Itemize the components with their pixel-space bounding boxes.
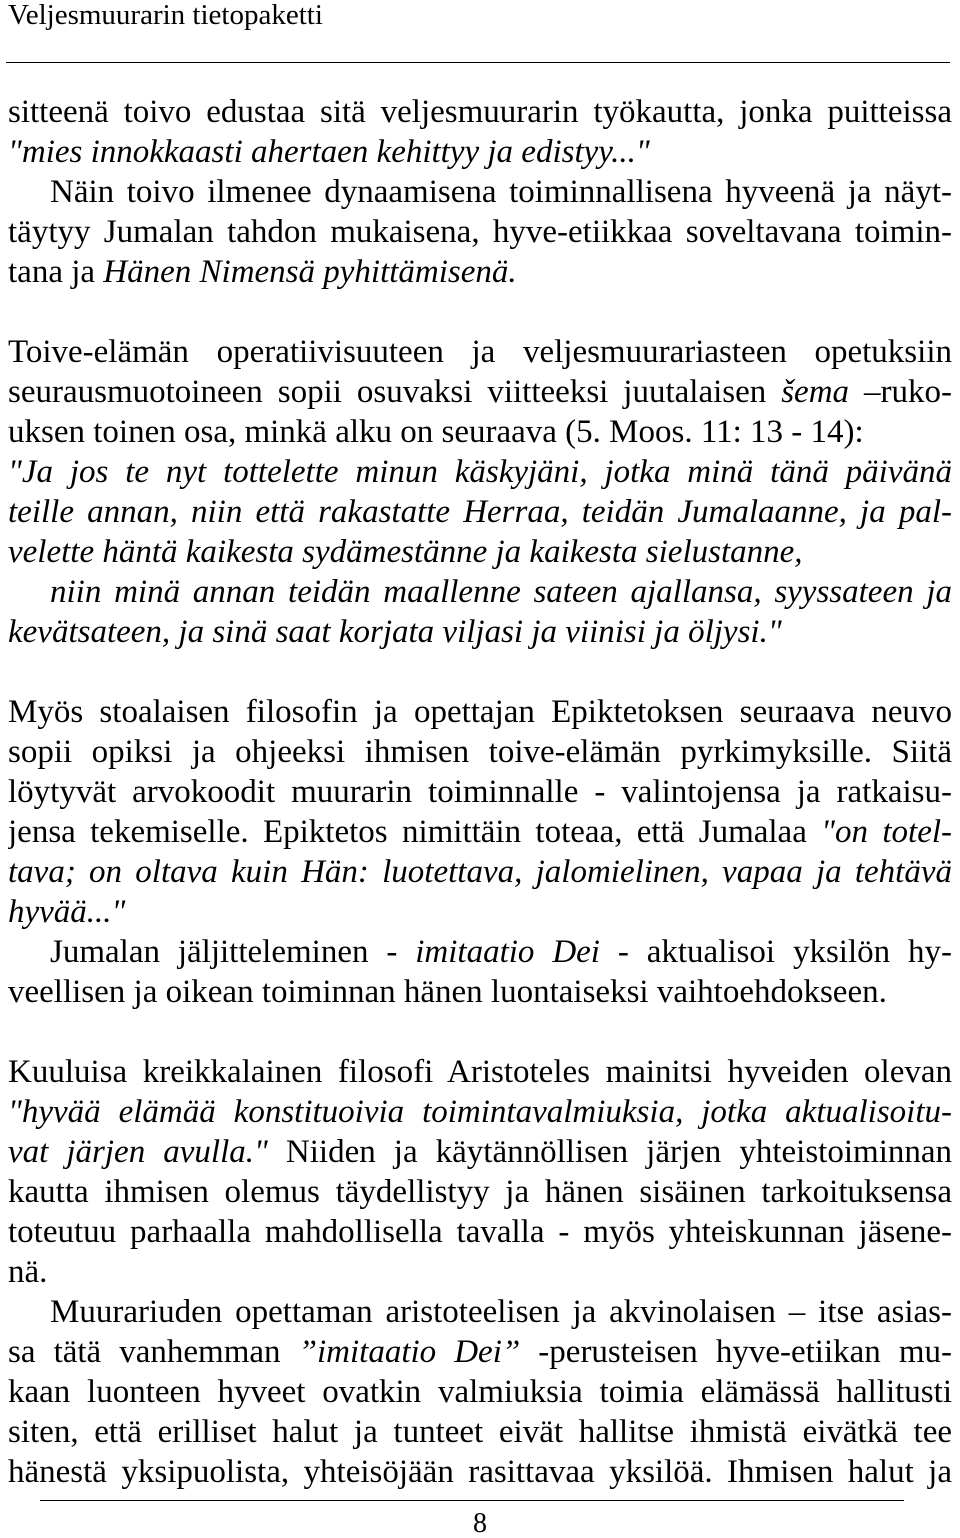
text-segment: -perusteisen hyve-etiikan mu- [520,1334,952,1370]
italic-text: "on totel- [821,814,952,850]
text-segment: Näin toivo ilmenee dynaamisena toiminnallisena hyveenä ja näyt- [50,174,952,210]
text-line [8,852,952,892]
text-segment: hänestä yksipuolista, yhteisöjään rasittavaa yksilöä. Ihmisen halut ja [8,1454,952,1490]
text-line [8,1412,952,1452]
text-line [8,132,952,172]
text-segment: Toive-elämän operatiivisuuteen ja veljesmuurariasteen opetuksiin [8,334,952,370]
text-line [8,572,952,612]
text-line [8,532,952,572]
paragraph [8,1052,952,1292]
text-segment: kaan luonteen hyveet ovatkin valmiuksia toimia elämässä hallitusti [8,1374,952,1410]
text-line [8,1332,952,1372]
paragraph [8,172,952,292]
text-segment: löytyvät arvokoodit muurarin toiminnalle - valintojensa ja ratkaisu- [8,774,952,810]
italic-text: Hänen Nimensä pyhittämisenä. [103,254,517,290]
footer-rule [40,1500,904,1501]
text-segment: siten, että erilliset halut ja tunteet eivät hallitse ihmistä eivätkä tee [8,1414,952,1450]
text-line [8,812,952,852]
text-segment: nä. [8,1254,48,1290]
text-line [8,212,952,252]
text-line [8,1252,952,1292]
text-line [8,252,952,292]
paragraph [8,932,952,1012]
italic-text: kevätsateen, ja sinä saat korjata viljasi ja viinisi ja öljysi." [8,614,782,650]
text-line [8,1052,952,1092]
text-line [8,1212,952,1252]
quotation [8,452,952,572]
text-segment: sa tätä vanhemman [8,1334,299,1370]
text-line [8,412,952,452]
text-line [8,612,952,652]
paragraph [8,332,952,452]
text-line [8,92,952,132]
text-line [8,732,952,772]
text-segment: sitteenä toivo edustaa sitä veljesmuurarin työkautta, jonka puitteissa [8,94,952,130]
text-segment: sopii opiksi ja ohjeeksi ihmisen toive-elämän pyrkimyksille. Siitä [8,734,952,770]
italic-text: niin minä annan teidän maallenne sateen ajallansa, syyssateen ja [50,574,952,610]
text-segment: toteutuu parhaalla mahdollisella tavalla - myös yhteiskunnan jäsene- [8,1214,952,1250]
text-line [8,972,952,1012]
text-line [8,452,952,492]
text-line [8,492,952,532]
text-segment: –ruko- [849,374,952,410]
italic-text: "mies innokkaasti ahertaen kehittyy ja edistyy..." [8,134,650,170]
italic-text: tava; on oltava kuin Hän: luotettava, jalomielinen, vapaa ja tehtävä [8,854,952,890]
text-line [8,932,952,972]
text-segment: kautta ihmisen olemus täydellistyy ja hänen sisäinen tarkoituksensa [8,1174,952,1210]
text-line [8,1452,952,1492]
italic-text: ”imitaatio Dei” [298,1334,521,1370]
text-segment: Niiden ja käytännöllisen järjen yhteistoiminnan [267,1134,952,1170]
italic-text: teille annan, niin että rakastatte Herraa, teidän Jumalaanne, ja pal- [8,494,952,530]
header-rule [6,62,950,63]
text-line [8,172,952,212]
text-line [8,1092,952,1132]
paragraph [8,692,952,932]
text-line [8,372,952,412]
running-header: Veljesmuurarin tietopaketti [8,0,323,31]
text-segment: Myös stoalaisen filosofin ja opettajan Epiktetoksen seuraava neuvo [8,694,952,730]
text-line [8,1292,952,1332]
text-segment: seurausmuotoineen sopii osuvaksi viitteeksi juutalaisen [8,374,782,410]
text-segment: jensa tekemiselle. Epiktetos nimittäin toteaa, että Jumalaa [8,814,822,850]
text-line [8,1132,952,1172]
text-segment: Kuuluisa kreikkalainen filosofi Aristoteles mainitsi hyveiden olevan [8,1054,952,1090]
italic-text: velette häntä kaikesta sydämestänne ja kaikesta sielustanne, [8,534,803,570]
text-line [8,1172,952,1212]
text-line [8,1372,952,1412]
italic-text: imitaatio Dei [415,934,600,970]
text-line [8,692,952,732]
text-segment: veellisen ja oikean toiminnan hänen luontaiseksi vaihtoehdokseen. [8,974,887,1010]
text-segment: Jumalan jäljitteleminen - [50,934,416,970]
italic-text: hyvää..." [8,894,126,930]
text-line [8,332,952,372]
text-segment: tana ja [8,254,104,290]
text-segment: uksen toinen osa, minkä alku on seuraava (5. Moos. 11: 13 - 14): [8,414,864,450]
text-segment: täytyy Jumalan tahdon mukaisena, hyve-etiikkaa soveltavana toimin- [8,214,952,250]
paragraph [8,92,952,172]
text-line [8,892,952,932]
text-segment: - aktualisoi yksilön hy- [599,934,952,970]
paragraph [8,1292,952,1492]
italic-text: vat järjen avulla." [8,1134,268,1170]
italic-text: šema [781,374,850,410]
quotation [8,572,952,652]
text-line [8,772,952,812]
page-number: 8 [473,1508,487,1538]
italic-text: "Ja jos te nyt tottelette minun käskyjäni, jotka minä tänä päivänä [8,454,952,490]
italic-text: "hyvää elämää konstituoivia toimintavalmiuksia, jotka aktualisoitu- [8,1094,952,1130]
text-segment: Muurariuden opettaman aristoteelisen ja akvinolaisen – itse asias- [50,1294,952,1330]
body-text [8,92,952,1492]
